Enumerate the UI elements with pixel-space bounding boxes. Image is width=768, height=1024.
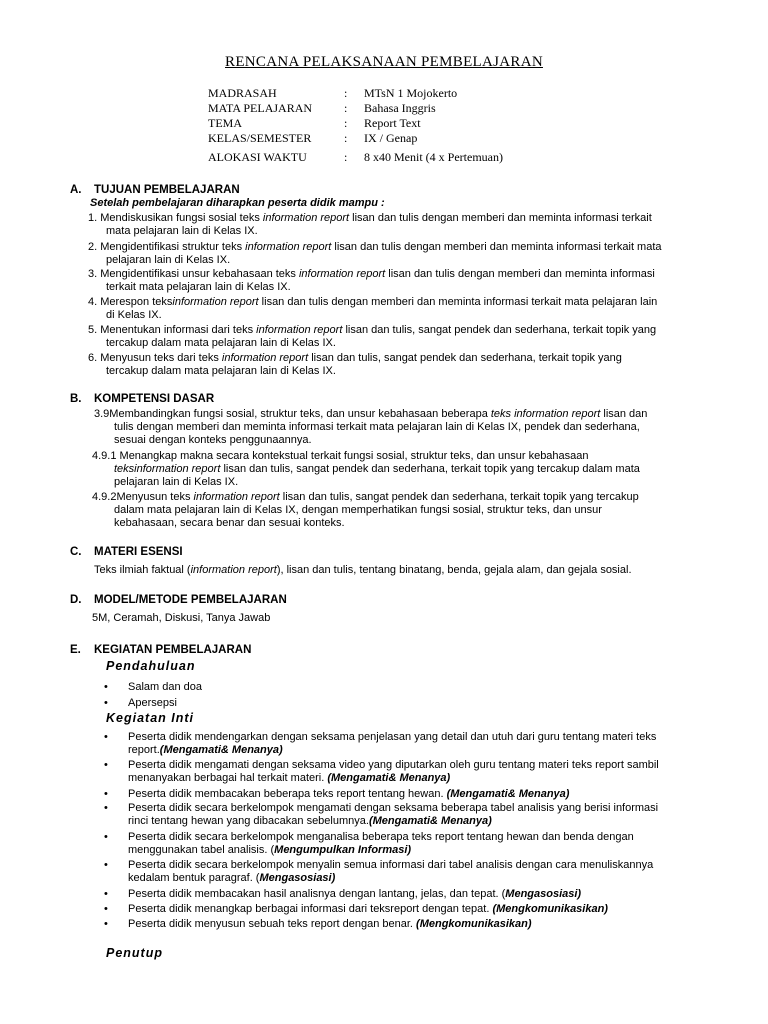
list-item: Peserta didik secara berkelompok menyalin semua informasi dari tabel analisis dengan cara menuliskannya [128, 859, 654, 871]
meta-row: MADRASAH : MTsN 1 Mojokerto [208, 86, 458, 100]
tujuan-item: 2. Mengidentifikasi struktur teks information report lisan dan tulis dengan memberi dan meminta informasi terkait mata [88, 241, 662, 253]
identity-table [208, 86, 503, 165]
materi-text: Teks ilmiah faktual (information report), lisan dan tulis, tentang binatang, benda, gejala alam, dan gejala sosial. [94, 564, 632, 576]
meta-row: ALOKASI WAKTU : 8 x40 Menit (4 x Pertemuan) [208, 150, 503, 164]
kd-item: 4.9.2Menyusun teks information report lisan dan tulis, sangat pendek dan sederhana, terkait topik yang tercakup [92, 491, 639, 503]
tujuan-item-cont: tercakup dalam mata pelajaran lain di Kelas IX. [106, 365, 336, 377]
list-item: Peserta didik membacakan hasil analisnya dengan lantang, jelas, dan tepat. (Mengasosiasi) [128, 888, 582, 900]
list-item: Salam dan doa [128, 681, 202, 693]
pendahuluan-heading: Pendahuluan [106, 659, 196, 673]
model-text: 5M, Ceramah, Diskusi, Tanya Jawab [92, 612, 271, 624]
bullet-icon: • [104, 859, 108, 871]
section-e-heading: E. KEGIATAN PEMBELAJARAN [70, 644, 252, 656]
list-item-cont: report.(Mengamati& Menanya) [128, 744, 283, 756]
section-a-heading: A. TUJUAN PEMBELAJARAN [70, 184, 240, 196]
bullet-icon: • [104, 759, 108, 771]
section-d-heading: D. MODEL/METODE PEMBELAJARAN [70, 594, 287, 606]
tujuan-intro: Setelah pembelajaran diharapkan peserta didik mampu : [90, 197, 385, 209]
list-item-cont: menggunakan tabel analisis. (Mengumpulkan Informasi) [128, 844, 412, 856]
section-c-heading: C. MATERI ESENSI [70, 546, 183, 558]
bullet-icon: • [104, 681, 108, 693]
bullet-icon: • [104, 802, 108, 814]
list-item: Peserta didik mengamati dengan seksama video yang diputarkan oleh guru tentang materi teks report sambil [128, 759, 659, 771]
document-title: RENCANA PELAKSANAAN PEMBELAJARAN [225, 54, 543, 70]
tujuan-item: 6. Menyusun teks dari teks information report lisan dan tulis, sangat pendek dan sederhana, terkait topik yang [88, 352, 622, 364]
list-item-cont: kedalam bentuk paragraf. (Mengasosiasi) [128, 872, 336, 884]
bullet-icon: • [104, 903, 108, 915]
tujuan-item-cont: tercakup dalam mata pelajaran lain di Kelas IX. [106, 337, 336, 349]
section-b-heading: B. KOMPETENSI DASAR [70, 393, 215, 405]
tujuan-item-cont: di Kelas IX. [106, 309, 162, 321]
penutup-heading: Penutup [106, 946, 163, 960]
tujuan-item: 5. Menentukan informasi dari teks information report lisan dan tulis, sangat pendek dan sederhana, terkait topik yang [88, 324, 657, 336]
kd-item-cont: teksinformation report lisan dan tulis, sangat pendek dan sederhana, terkait topik yang tercakup dalam mata [114, 463, 640, 475]
list-item: Peserta didik menangkap berbagai informasi dari teksreport dengan tepat. (Mengkomunikasikan) [128, 903, 608, 915]
list-item-cont: menanyakan berbagai hal terkait materi. (Mengamati& Menanya) [128, 772, 451, 784]
kd-item: 3.9Membandingkan fungsi sosial, struktur teks, dan unsur kebahasaan beberapa teks information report lisan dan [94, 408, 648, 420]
kd-item-cont: pelajaran lain di Kelas IX. [114, 476, 239, 488]
list-item: Peserta didik secara berkelompok mengamati dengan seksama beberapa tabel analisis yang berisi informasi [128, 802, 659, 814]
bullet-icon: • [104, 918, 108, 930]
tujuan-item: 1. Mendiskusikan fungsi sosial teks information report lisan dan tulis dengan memberi dan meminta informasi terkait [88, 212, 652, 224]
meta-row: MATA PELAJARAN : Bahasa Inggris [208, 101, 436, 115]
kd-item: 4.9.1 Menangkap makna secara kontekstual terkait fungsi sosial, struktur teks, dan unsur kebahasaan [92, 450, 589, 462]
tujuan-item-cont: pelajaran lain di Kelas IX. [106, 254, 231, 266]
list-item: Peserta didik mendengarkan dengan seksama penjelasan yang detail dan utuh dari guru tentang materi teks [128, 731, 657, 743]
tujuan-item-cont: mata pelajaran lain di Kelas IX. [106, 225, 258, 237]
kegiatan-inti-heading: Kegiatan Inti [106, 711, 195, 725]
kd-item-cont: kebahasaan, secara benar dan sesuai konteks. [114, 517, 345, 529]
meta-row: TEMA : Report Text [208, 116, 421, 130]
kd-item-cont: dalam mata pelajaran lain di Kelas IX, dengan memperhatikan fungsi sosial, struktur teks, dan unsur [114, 504, 602, 516]
list-item: Peserta didik menyusun sebuah teks report dengan benar. (Mengkomunikasikan) [128, 918, 532, 930]
bullet-icon: • [104, 888, 108, 900]
list-item: Peserta didik membacakan beberapa teks report tentang hewan. (Mengamati& Menanya) [128, 788, 570, 800]
tujuan-item: 4. Merespon teksinformation report lisan dan tulis dengan memberi dan meminta informasi terkait mata pelajaran lain [88, 296, 658, 308]
kd-item-cont: sesuai dengan konteks penggunaannya. [114, 434, 312, 446]
bullet-icon: • [104, 831, 108, 843]
tujuan-item: 3. Mengidentifikasi unsur kebahasaan teks information report lisan dan tulis dengan memberi dan meminta informasi [88, 268, 655, 280]
bullet-icon: • [104, 788, 108, 800]
tujuan-item-cont: terkait mata pelajaran lain di Kelas IX. [106, 281, 291, 293]
list-item: Apersepsi [128, 697, 177, 709]
bullet-icon: • [104, 731, 108, 743]
list-item-cont: rinci tentang hewan yang dibacakan sebelumnya.(Mengamati& Menanya) [128, 815, 492, 827]
kd-item-cont: tulis dengan memberi dan meminta informasi terkait mata pelajaran lain di Kelas IX, pendek dan sederhana, [114, 421, 640, 433]
list-item: Peserta didik secara berkelompok menganalisa beberapa teks report tentang hewan dan benda dengan [128, 831, 634, 843]
bullet-icon: • [104, 697, 108, 709]
meta-row: KELAS/SEMESTER : IX / Genap [208, 131, 418, 145]
